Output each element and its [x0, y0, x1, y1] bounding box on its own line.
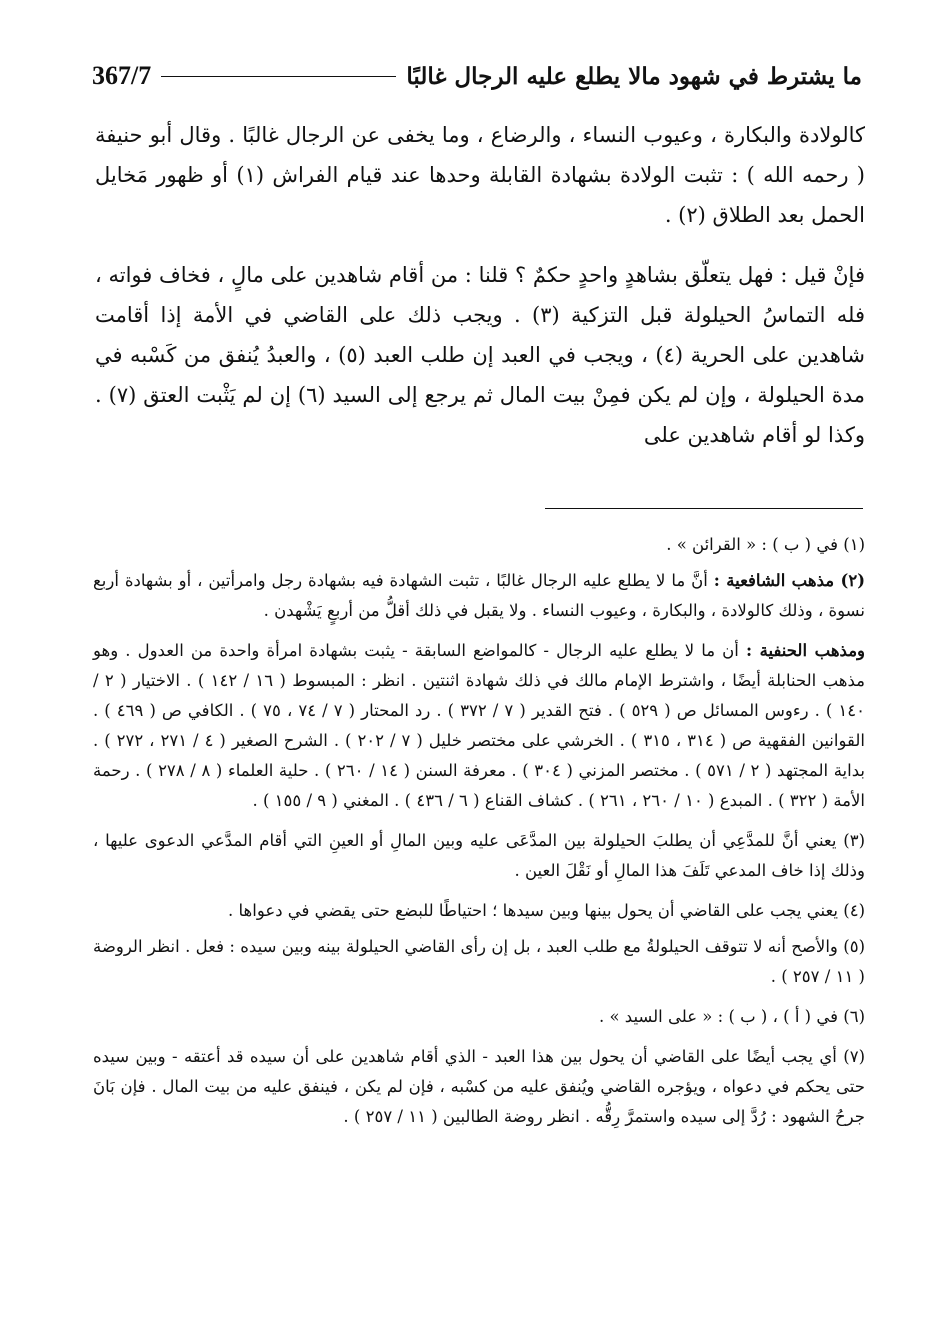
running-title: ما يشترط في شهود مالا يطلع عليه الرجال غالبًا	[406, 62, 862, 90]
footnote-6: (٦) في ( أ ) ، ( ب ) : « على السيد » .	[598, 1007, 865, 1026]
footnote-separator	[545, 508, 863, 509]
footnote-2-text: أنَّ ما لا يطلع عليه الرجال غالبًا ، تثبت الشهادة فيه بشهادة رجل وامرأتين ، أو بشهادة أربع نسوة ، وذلك كالولادة ، والبكارة ، وعيوب النساء . ولا يقبل في ذلك أقلُّ من أربعٍ يَشْهدن .	[93, 571, 865, 620]
footnote-3: (٣) يعني أنَّ للمدَّعِي أن يطلبَ الحيلولة بين المدَّعَى عليه وبين المالِ أو العينِ التي أقام المدَّعي الدعوى عليها ، وذلك إذا خاف المدعي تَلَفَ هذا المالِ أو نَقْلَ العين .	[93, 831, 865, 880]
header-rule	[161, 76, 396, 77]
footnote-2-continued	[93, 636, 865, 816]
footnote-2b-label: ومذهب الحنفية :	[745, 641, 865, 660]
footnote-4: (٤) يعني يجب على القاضي أن يحول بينها وبين سيدها ؛ احتياطًا للبضع حتى يقضي في دعواها .	[228, 901, 865, 920]
body-paragraph-1: كالولادة والبكارة ، وعيوب النساء ، والرضاع ، وما يخفى عن الرجال غالبًا . وقال أبو حنيفة ( رحمه الله ) : تثبت الولادة بشهادة القابلة وحدها عند قيام الفراش (١) أو ظهور مَخايل الحمل بعد الطلاق (٢) .	[95, 123, 866, 227]
footnote-7: (٧) أي يجب أيضًا على القاضي أن يحول بين هذا العبد - الذي أقام شاهدين على أن سيده قد أعتقه - وبين سيده حتى يحكم في دعواه ، ويؤجره القاضي ويُنفق عليه من كسْبه ، فإن لم يكن ، فينفق عليه من بيت المال . فإن بَانَ جرحُ الشهود : رُدَّ إلى سيده واستمرَّ رِقُّه . انظر روضة الطالبين ( ١١ / ٢٥٧ ) .	[93, 1047, 865, 1126]
main-text	[95, 115, 865, 455]
footnote-1: (١) في ( ب ) : « القرائن » .	[666, 535, 865, 554]
footnote-2-label: (٢) مذهب الشافعية :	[713, 571, 865, 590]
footnote-5: (٥) والأصح أنه لا تتوقف الحيلولةُ مع طلب العبد ، بل إن رأى القاضي الحيلولة بينه وبين سيده : فعل . انظر الروضة ( ١١ / ٢٥٧ ) .	[93, 937, 865, 986]
page-number: 367/7	[92, 61, 152, 90]
footnote-2b-text: أن ما لا يطلع عليه الرجال - كالمواضع السابقة - يثبت بشهادة امرأة واحدة من العدول . وهو مذهب الحنابلة أيضًا ، واشترط الإمام مالك في ذلك شهادة اثنتين . انظر : المبسوط ( ١٦ / ١٤٢ ) . الاختيار ( ٢ / ١٤٠ ) . رءوس المسائل ص ( ٥٢٩ ) . فتح القدير ( ٧ / ٣٧٢ ) . رد المحتار ( ٧ / ٧٤ ، ٧٥ ) . الكافي ص ( ٤٦٩ ) . القوانين الفقهية ص ( ٣١٤ ، ٣١٥ ) . الخرشي على مختصر خليل ( ٧ / ٢٠٢ ) . الشرح الصغير ( ٤ / ٢٧١ ، ٢٧٢ ) . بداية المجتهد ( ٢ / ٥٧١ ) . مختصر المزني ( ٣٠٤ ) . معرفة السنن ( ١٤ / ٢٦٠ ) . حلية العلماء ( ٨ / ٢٧٨ ) . رحمة الأمة ( ٣٢٢ ) . المبدع ( ١٠ / ٢٦٠ ، ٢٦١ ) . كشاف القناع ( ٦ / ٤٣٦ ) . المغني ( ٩ / ١٥٥ ) .	[93, 641, 866, 810]
footnote-2	[93, 566, 865, 626]
page-header	[92, 58, 862, 94]
body-paragraph-2: فإنْ قيل : فهل يتعلّق بشاهدٍ واحدٍ حكمٌ ؟ قلنا : من أقام شاهدين على مالٍ ، فخاف فواته ، فله التماسُ الحيلولة قبل التزكية (٣) . ويجب ذلك على القاضي في الأمة إذا أقامت شاهدين على الحرية (٤) ، ويجب في العبد إن طلب العبد (٥) ، والعبدُ يُنفق من كَسْبه في مدة الحيلولة ، وإن لم يكن فمِنْ بيت المال ثم يرجع إلى السيد (٦) إن لم يَثْبت العتق (٧) . وكذا لو أقام شاهدين على	[95, 263, 866, 447]
footnotes	[93, 530, 865, 1138]
